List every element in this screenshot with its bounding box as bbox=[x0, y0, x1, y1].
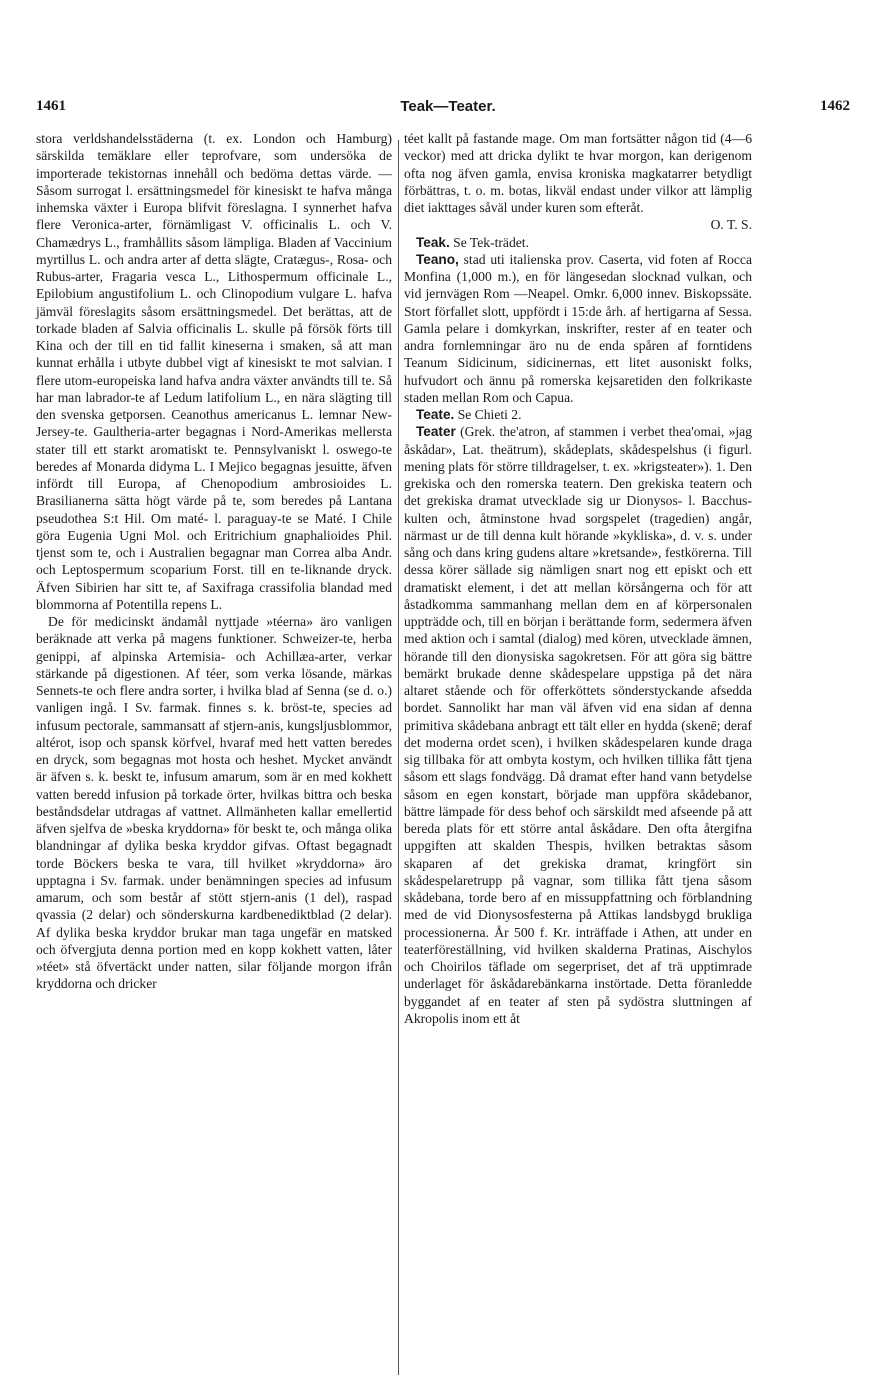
entry-teater bbox=[404, 423, 752, 1027]
page-header bbox=[36, 98, 860, 122]
headword-teak: Teak. bbox=[416, 234, 450, 250]
entry-teak-text: Se Tek-trädet. bbox=[453, 234, 529, 250]
column-divider bbox=[398, 140, 399, 1375]
left-paragraph-1: stora verldshandelsstäderna (t. ex. London och Hamburg) särskilda temäklare eller teprofvare, som undersöka de importerade tekistornas innehåll och bedöma dettas värde. — Såsom surrogat l. ersättningsmedel för kinesiskt te hafva många inhemska växter i Europa blifvit föreslagna. I synnerhet hafva flere Veronica-arter, förnämligast V. officinalis L. och V. Chamædrys L., framhållits såsom lämpliga. Bladen af Vaccinium myrtillus L. och andra arter af detta slägte, Cratægus-, Rosa- och Rubus-arter, Fragaria vesca L., Lithospermum officinale L., Epilobium angustifolium L. och Clinopodium vulgare L. hafva jämväl föreslagits såsom ersättningsmedel. Det berättas, att de torkade bladen af Salvia officinalis L. skulle på försök förts till Kina och der till en tid fallit kineserna i smaken, så att man kunnat erhålla i utbyte dubbel vigt af kinesiskt te mot salvian. I flere utom-europeiska land hafva andra växter användts till te. Så har man labrador-te af Ledum latifolium L., en nära slägting till den svenska getporsen. Ceanothus americanus L. lemnar New-Jersey-te. Gaultheria-arter begagnas i Nord-Amerikas mellersta stater till ett starkt aromatiskt te. Pennsylvaniskt l. oswego-te beredes af Monarda didyma L. I Mejico begagnas jesuitte, äfven infördt till Europa, af Chenopodium ambrosioides L. Brasilianerna sätta högt värde på te, som beredes på Lantana pseudothea S:t Hil. Om maté- l. paraguay-te se Maté. I Chile göra Eugenia Ugni Mol. och Eritrichium gnaphalioides Phil. tjenst som te, och i Australien begagnar man Correa alba Andr. och Leptospermum scoparium Forst. till en te-liknande dryck. Äfven Sibirien har sitt te, af Saxifraga crassifolia blandad med blommorna af Potentilla repens L. bbox=[36, 131, 392, 612]
headword-teano: Teano, bbox=[416, 251, 459, 267]
headword-teater: Teater bbox=[416, 424, 456, 440]
author-signature: O. T. S. bbox=[710, 217, 752, 233]
entry-teano bbox=[404, 251, 752, 406]
entry-teano-text: stad uti italienska prov. Caserta, vid foten af Rocca Monfina (1,000 m.), en för längesedan slocknad vulkan, och vid jernvägen Rom —Neapel. Omkr. 6,000 innev. Biskopssäte. Stort förfallet slott, uppfördt i 15:de årh. af hertigarna af Sessa. Gamla pelare i domkyrkan, inskrifter, rester af en teater och andra fornlemningar äro nu de enda spåren af forntidens Teanum Sidicinum, sidicinernas, ett litet ausoniskt folks, hufvudort och ännu på romerska kejsaretiden den folkrikaste staden mellan Rom och Capua. bbox=[404, 251, 752, 405]
entry-teate-text: Se Chieti 2. bbox=[457, 407, 522, 422]
entry-teak bbox=[404, 234, 752, 251]
running-title: Teak—Teater. bbox=[400, 98, 496, 115]
left-paragraph-2: De för medicinskt ändamål nyttjade »téerna» äro vanligen beräknade att verka på magens funktioner. Schweizer-te, herba genippi, af alpinska Artemisia- och Achillæa-arter, verkar stärkande på digestionen. Af téer, som verka lösande, märkas Sennets-te och flere andra sorter, i hvilka blad af Senna (se d. o.) vanligen ingå. I Sv. farmak. finnes s. k. bröst-te, species ad infusum pectorale, sammansatt af stjern-anis, kungsljusblommor, altérot, isop och spansk körfvel, hvaraf med hett vatten beredes en dryck, som begagnas mot hosta och heshet. Mycket användt är äfven s. k. beskt te, infusum amarum, som är en med kokhett vatten beredd infusion på torkade örter, hvilkas bittra och beska beståndsdelar utdragas af vattnet. Allmänheten kallar emellertid äfven sjelfva de »beska kryddorna» för beskt te, och många olika blandningar af dylika beska kryddor gifvas. Oftast begagnadt torde Böckers beska te vara, till hvilket »kryddorna» äro upptagna i Sv. farmak. under benämningen species ad infusum amarum, och som består af stött stjern-anis (1 del), raspad qvassia (2 delar) och sönderskurna kardbenediktblad (2 delar). Af dylika beska kryddor brukar man taga ungefär en matsked och öfvergjuta denna portion med en kopp kokhett vatten, låter »téet» stå öfvertäckt under natten, silar följande morgon ifrån kryddorna och dricker bbox=[36, 614, 392, 992]
page-number-left: 1461 bbox=[36, 98, 66, 114]
page-number-right: 1462 bbox=[820, 98, 850, 114]
right-column bbox=[404, 130, 752, 1027]
right-paragraph-continuation bbox=[404, 130, 752, 234]
headword-teate: Teate. bbox=[416, 407, 455, 422]
continuation-text: téet kallt på fastande mage. Om man fortsätter någon tid (4—6 veckor) med att dricka dylikt te hvar morgon, kan derigenom ofta nog äfven gamla, envisa kroniska magkatarrer betydligt förbättras, t. o. m. botas, likväl endast under vilkor att lämplig diet iakttages såväl under kuren som efteråt. bbox=[404, 131, 752, 215]
entry-teater-text: (Grek. the'atron, af stammen i verbet thea'omai, »jag åskådar», Lat. theätrum), skådeplats, skådespelshus (i figurl. mening plats för större tilldragelser, t. ex. »krigsteater»). 1. Den grekiska och den romerska teatern. Den grekiska teatern och det grekiska dramat utvecklade sig ur Dionysos- l. Bacchus-kulten och, åtminstone hvad sorgspelet (tragedien) angår, närmast ur de till denna kult hörande »kykliska», d. v. s. under sång och dans kring gudens altare »kretsande», festkörerna. Till dessa körer sällade sig nämligen snart nog ett episkt och ett dramatiskt element, i det att mellan körsångerna och för att åstadkomma sammanhang mellan dem en af körpersonalen uppträdde och, till en början i berättande form, sedermera äfven med aktion och i samtal (dialog) med kören, utvecklade ämnen, hörande till den dionysiska sagokretsen. För att göra sig bättre bemärkt brukade denne skådespelare uppstiga på det nära altaret stående och för offerköttets sönderstyckande afsedda bordet. Sannolikt har man väl äfven vid ena sidan af denna primitiva skådebana anbragt ett tält eller en hydda (skenē; deraf det moderna ordet scen), i hvilken skådespelaren kunde draga sig tillbaka för att ombyta kostym, och hvilken tillika fått tjena såsom ett slags fondvägg. Då dramat efter hand vann betydelse såsom en egen konstart, började man uppföra skådebanor, bättre lämpade för dess behof och särskildt med afseende på att bereda plats för ett större antal åskådare. Den ofta återgifna uppgiften att skalden Thespis, hvilken betraktas såsom skaparen af det grekiska dramat, kringfört sin skådespelaretrupp på vagnar, som tillika fått tjena såsom skådebana, torde bero af en missuppfattning och förblandning med de vid Dionysosfesterna på Attikas landsbygd brukliga processionerna. År 500 f. Kr. inträffade i Athen, att under en teaterföreställning, vid hvilken skalderna Pratinas, Aischylos och Choirilos täflade om segerpriset, det af trä upptimrade underlaget för åskådarebänkarna instörtade. Detta föranledde byggandet af en teater af sten på sydöstra sluttningen af Akropolis inom ett åt bbox=[404, 424, 752, 1026]
entry-teate bbox=[404, 406, 752, 423]
left-column bbox=[36, 130, 392, 993]
